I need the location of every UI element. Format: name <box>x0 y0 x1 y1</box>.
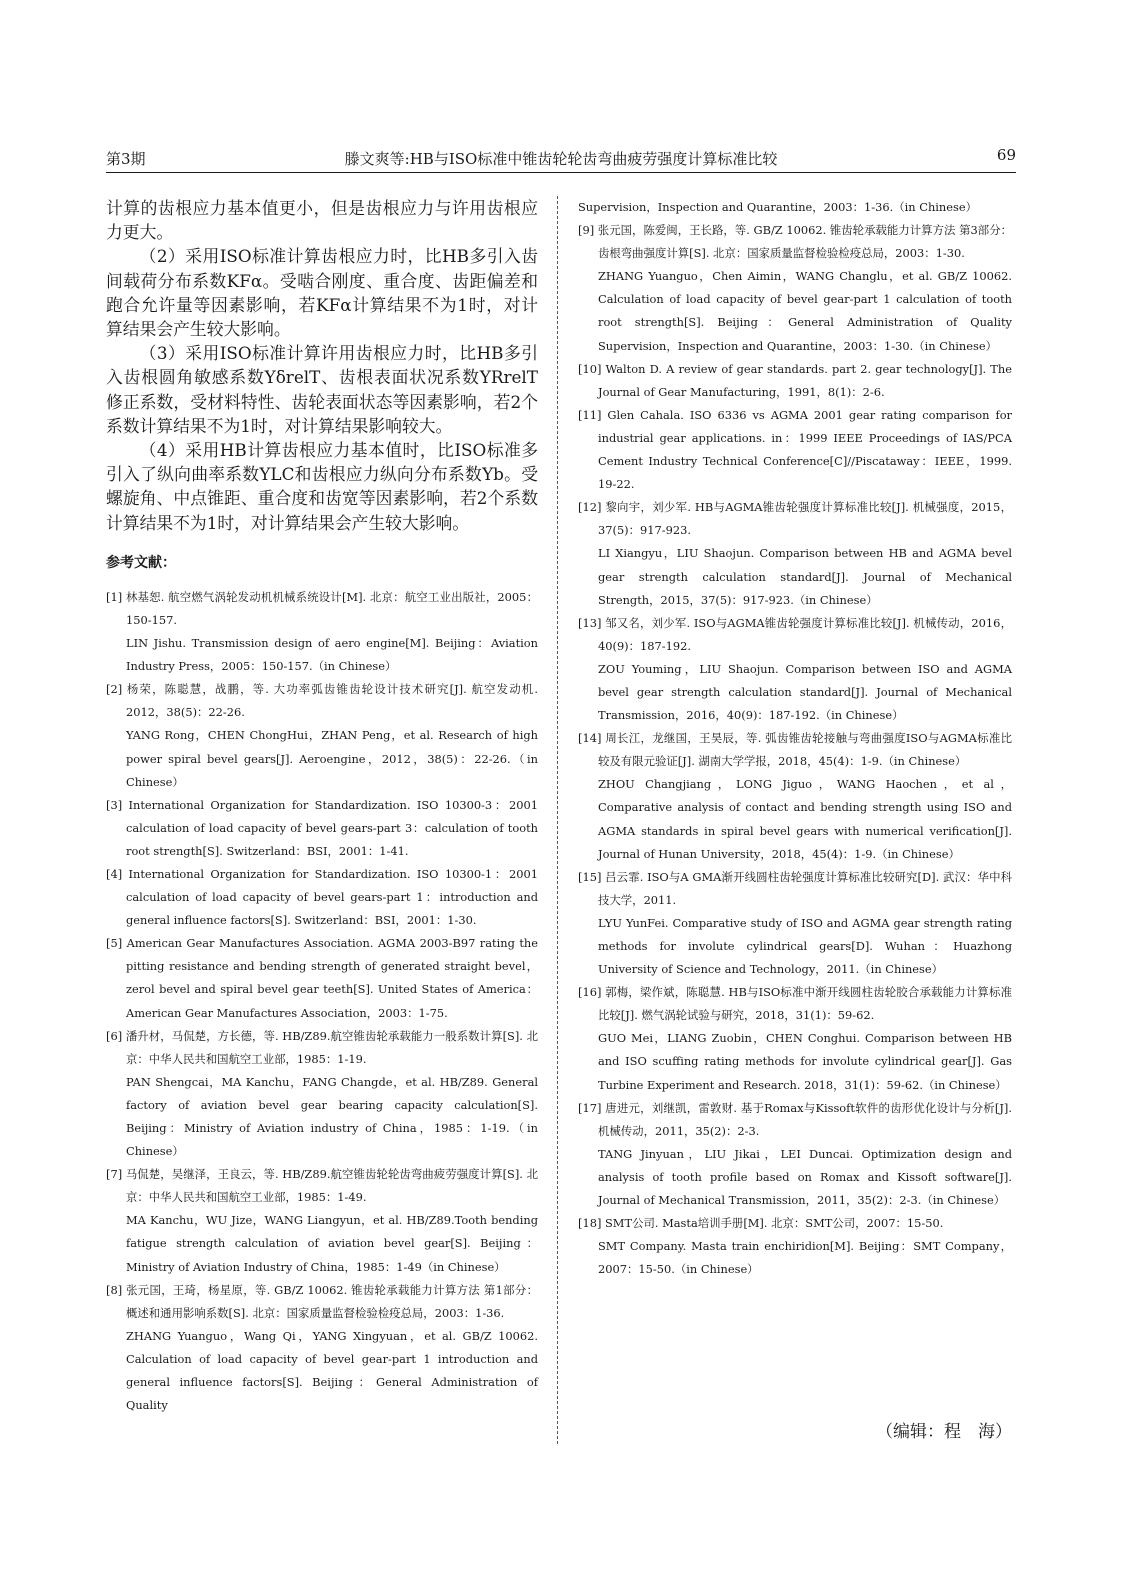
reference-entry <box>106 1279 538 1418</box>
reference-translation: ZHOU Changjiang，LONG Jiguo，WANG Haochen，et al，Comparative analysis of contact and bending strength using ISO and AGMA standards in spiral bevel gears with numerical verification[J]. Journal of Hunan University，2018，45(4)：1-9.（in Chinese） <box>598 777 1012 861</box>
reference-entry <box>106 1025 538 1164</box>
reference-text: [3] International Organization for Standardization. ISO 10300-3：2001 calculation of load capacity of bevel gears-part 3：calculation of tooth root strength[S]. Switzerland：BSI，2001：1-41. <box>106 797 538 858</box>
reference-entry <box>578 1097 1012 1212</box>
reference-text: [6] 潘升材，马侃楚，方长德，等. HB/Z89.航空锥齿轮承载能力一般系数计算[S]. 北京：中华人民共和国航空工业部，1985：1-19. <box>106 1028 538 1066</box>
reference-entry <box>578 219 1012 358</box>
reference-text: Supervision，Inspection and Quarantine，2003：1-36.（in Chinese） <box>578 200 977 214</box>
reference-translation: SMT Company. Masta train enchiridion[M]. Beijing：SMT Company，2007：15-50.（in Chinese） <box>598 1239 1012 1277</box>
reference-text: [9] 张元国，陈爱闽，王长路，等. GB/Z 10062. 锥齿轮承载能力计算方法 第3部分：齿根弯曲强度计算[S]. 北京：国家质量监督检验检疫总局，2003：1-30. <box>578 223 1012 261</box>
column-divider <box>557 196 558 1444</box>
reference-text: [8] 张元国，王琦，杨星原，等. GB/Z 10062. 锥齿轮承载能力计算方法 第1部分：概述和通用影响系数[S]. 北京：国家质量监督检验检疫总局，2003：1-36. <box>106 1282 538 1320</box>
body-paragraph: （2）采用ISO标准计算齿根应力时，比HB多引入齿间载荷分布系数KFα。受啮合刚度、重合度、齿距偏差和跑合允许量等因素影响，若KFα计算结果不为1时，对计算结果会产生较大影响。 <box>106 246 538 340</box>
reference-entry <box>106 1163 538 1278</box>
reference-entry <box>578 496 1012 611</box>
reference-list-left <box>106 586 538 1417</box>
left-column <box>106 196 538 1417</box>
reference-list-right <box>578 196 1012 1281</box>
issue-number: 第3期 <box>106 150 146 168</box>
reference-entry <box>578 196 1012 219</box>
reference-translation: ZOU Youming，LIU Shaojun. Comparison between ISO and AGMA bevel gear strength calculation standard[J]. Journal of Mechanical Transmission，2016，40(9)：187-192.（in Chinese） <box>598 661 1012 723</box>
reference-text: [16] 郭梅，梁作斌，陈聪慧. HB与ISO标准中渐开线圆柱齿轮胶合承载能力计算标准比较[J]. 燃气涡轮试验与研究，2018，31(1)：59-62. <box>578 985 1012 1023</box>
running-title: 滕文爽等:HB与ISO标准中锥齿轮轮齿弯曲疲劳强度计算标准比较 <box>344 150 778 168</box>
reference-translation: LI Xiangyu，LIU Shaojun. Comparison between HB and AGMA bevel gear strength calculation standard[J]. Journal of Mechanical Strength，2015，37(5)：917-923.（in Chinese） <box>598 546 1012 607</box>
editor-credit: （编辑：程 海） <box>876 1422 1012 1442</box>
reference-text: [14] 周长江，龙继国，王昊辰，等. 弧齿锥齿轮接触与弯曲强度ISO与AGMA标准比较及有限元验证[J]. 湖南大学学报，2018，45(4)：1-9.（in Chinese） <box>578 731 1012 769</box>
reference-translation: ZHANG Yuanguo，Chen Aimin，WANG Changlu，et al. GB/Z 10062. Calculation of load capacity of bevel gear-part 1 calculation of tooth root strength[S]. Beijing：General Administration of Quality Supervision，Inspection and Quarantine，2003：1-30.（in Chinese） <box>598 269 1012 353</box>
references-heading: 参考文献： <box>106 554 176 571</box>
reference-translation: MA Kanchu，WU Jize，WANG Liangyun，et al. HB/Z89.Tooth bending fatigue strength calculation of aviation bevel gear[S]. Beijing：Ministry of Aviation Industry of China，1985：1-49（in Chinese） <box>126 1213 538 1274</box>
reference-entry <box>106 863 538 932</box>
reference-text: [1] 林基恕. 航空燃气涡轮发动机机械系统设计[M]. 北京：航空工业出版社，2005：150-157. <box>106 589 538 627</box>
reference-text: [4] International Organization for Standardization. ISO 10300-1：2001 calculation of load capacity of bevel gears-part 1：introduction and general influence factors[S]. Switzerland：BSI，2001：1-30. <box>106 866 538 928</box>
reference-entry <box>106 932 538 1024</box>
reference-text: [10] Walton D. A review of gear standards. part 2. gear technology[J]. The Journal of Gear Manufacturing，1991，8(1)：2-6. <box>578 361 1012 399</box>
reference-text: [18] SMT公司. Masta培训手册[M]. 北京：SMT公司，2007：15-50. <box>578 1216 944 1231</box>
reference-text: [11] Glen Cahala. ISO 6336 vs AGMA 2001 gear rating comparison for industrial gear applications. in：1999 IEEE Proceedings of IAS/PCA Cement Industry Technical Conference[C]//Piscataway：IEEE，1999. 19-22. <box>578 407 1012 492</box>
reference-entry <box>106 794 538 863</box>
reference-translation: LIN Jishu. Transmission design of aero engine[M]. Beijing：Aviation Industry Press，2005：150-157.（in Chinese） <box>126 636 538 674</box>
running-header <box>106 142 1016 173</box>
reference-text: [17] 唐进元，刘继凯，雷敦财. 基于Romax与Kissoft软件的齿形优化设计与分析[J]. 机械传动，2011，35(2)：2-3. <box>578 1100 1012 1138</box>
right-column <box>578 196 1012 1281</box>
reference-text: [2] 杨荣，陈聪慧，战鹏，等. 大功率弧齿锥齿轮设计技术研究[J]. 航空发动机. 2012，38(5)：22-26. <box>106 682 538 720</box>
reference-translation: ZHANG Yuanguo，Wang Qi，YANG Xingyuan，et al. GB/Z 10062. Calculation of load capacity of bevel gear-part 1 introduction and general influence factors[S]. Beijing：General Administration of Quality <box>126 1328 538 1413</box>
reference-entry <box>578 1212 1012 1281</box>
reference-translation: PAN Shengcai，MA Kanchu，FANG Changde，et al. HB/Z89. General factory of aviation bevel gear bearing capacity calculation[S]. Beijing：Ministry of Aviation industry of China，1985：1-19.（in Chinese） <box>126 1074 538 1159</box>
reference-text: [5] American Gear Manufactures Association. AGMA 2003-B97 rating the pitting resistance and bending strength of generated straight bevel，zerol bevel and spiral bevel gear teeth[S]. United States of America：American Gear Manufactures Association，2003：1-75. <box>106 936 538 1020</box>
reference-entry <box>106 678 538 793</box>
reference-translation: YANG Rong，CHEN ChongHui，ZHAN Peng，et al. Research of high power spiral bevel gears[J]. Aeroengine，2012，38(5)：22-26.（in Chinese） <box>126 728 538 789</box>
body-paragraph: （3）采用ISO标准计算许用齿根应力时，比HB多引入齿根圆角敏感系数YδrelT、齿根表面状况系数YRrelT修正系数，受材料特性、齿轮表面状态等因素影响，若2个系数计算结果不为1时，对计算结果影响较大。 <box>106 343 538 436</box>
page-number: 69 <box>996 146 1016 164</box>
reference-translation: TANG Jinyuan，LIU Jikai，LEI Duncai. Optimization design and analysis of tooth profile based on Romax and Kissoft software[J]. Journal of Mechanical Transmission，2011，35(2)：2-3.（in Chinese） <box>598 1146 1012 1208</box>
reference-entry <box>578 981 1012 1096</box>
reference-translation: GUO Mei，LIANG Zuobin，CHEN Conghui. Comparison between HB and ISO scuffing rating methods for involute cylindrical gear[J]. Gas Turbine Experiment and Research. 2018，31(1)：59-62.（in Chinese） <box>598 1031 1012 1092</box>
reference-entry <box>106 586 538 678</box>
reference-text: [15] 吕云霏. ISO与A GMA渐开线圆柱齿轮强度计算标准比较研究[D]. 武汉：华中科技大学，2011. <box>578 869 1012 907</box>
reference-translation: LYU YunFei. Comparative study of ISO and AGMA gear strength rating methods for involute cylindrical gears[D]. Wuhan：Huazhong University of Science and Technology，2011.（in Chinese） <box>598 915 1012 977</box>
reference-entry <box>578 358 1012 404</box>
body-paragraph: 计算的齿根应力基本值更小，但是齿根应力与许用齿根应力更大。 <box>106 198 538 243</box>
reference-entry <box>578 727 1012 866</box>
body-paragraph: （4）采用HB计算齿根应力基本值时，比ISO标准多引入了纵向曲率系数YLC和齿根应力纵向分布系数Yb。受螺旋角、中点锥距、重合度和齿宽等因素影响，若2个系数计算结果不为1时，对计算结果会产生较大影响。 <box>106 440 538 533</box>
reference-text: [12] 黎向宇，刘少军. HB与AGMA锥齿轮强度计算标准比较[J]. 机械强度，2015，37(5)：917-923. <box>578 500 1012 538</box>
reference-text: [7] 马侃楚，吴继泽，王良云，等. HB/Z89.航空锥齿轮轮齿弯曲疲劳强度计算[S]. 北京：中华人民共和国航空工业部，1985：1-49. <box>106 1167 538 1205</box>
reference-entry <box>578 612 1012 727</box>
reference-text: [13] 邹又名，刘少军. ISO与AGMA锥齿轮强度计算标准比较[J]. 机械传动，2016，40(9)：187-192. <box>578 615 1012 653</box>
reference-entry <box>578 866 1012 981</box>
reference-entry <box>578 404 1012 496</box>
